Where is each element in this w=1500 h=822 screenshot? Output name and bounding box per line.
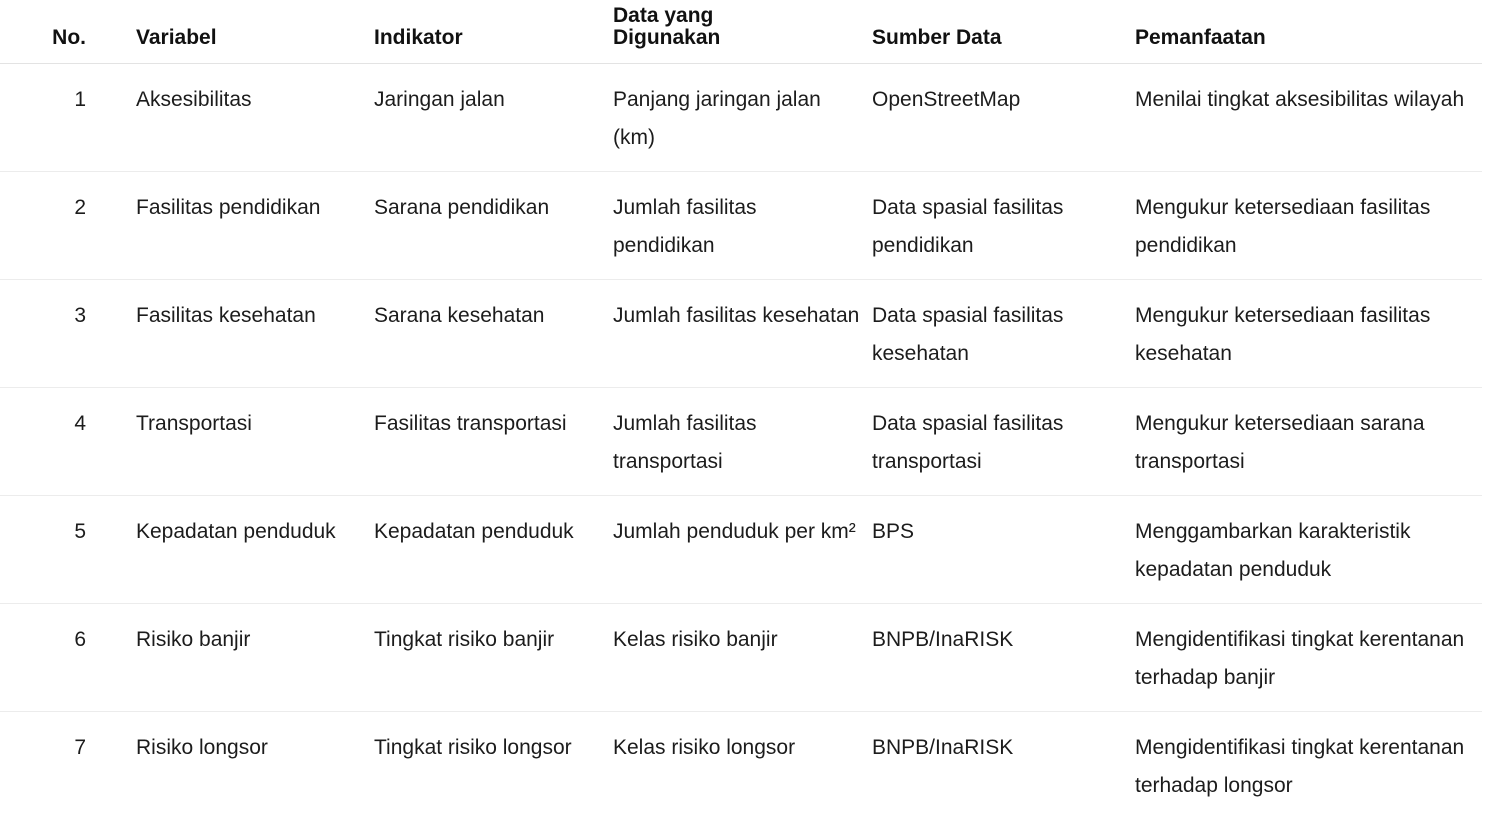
cell-sumber: BNPB/InaRISK — [872, 735, 1014, 759]
cell-no: 2 — [0, 171, 136, 279]
cell-data: Kelas risiko longsor — [613, 735, 796, 759]
header-indikator: Indikator — [374, 0, 613, 63]
table-row — [0, 63, 1482, 171]
cell-indikator: Tingkat risiko banjir — [374, 603, 613, 711]
table-row — [0, 495, 1482, 603]
cell-sumber: OpenStreetMap — [872, 63, 1135, 171]
header-data-line2: Digunakan — [613, 25, 721, 49]
cell-pemanfaatan: Menggambarkan karakteristik kepadatan penduduk — [1135, 495, 1482, 603]
table-row — [0, 603, 1482, 711]
table-header — [0, 0, 1482, 63]
cell-data: Jumlah fasilitas pendidikan — [613, 171, 872, 279]
table-row — [0, 711, 1482, 819]
cell-no: 7 — [74, 735, 86, 759]
header-variabel: Variabel — [136, 0, 374, 63]
header-pemanfaatan: Pemanfaatan — [1135, 0, 1482, 63]
cell-data: Jumlah fasilitas kesehatan — [613, 279, 872, 387]
cell-sumber: Data spasial fasilitas kesehatan — [872, 279, 1135, 387]
cell-indikator: Tingkat risiko longsor — [374, 735, 572, 759]
header-sumber: Sumber Data — [872, 0, 1135, 63]
table-row — [0, 387, 1482, 495]
cell-variabel: Kepadatan penduduk — [136, 495, 374, 603]
cell-indikator: Jaringan jalan — [374, 63, 613, 171]
cell-pemanfaatan: Mengidentifikasi tingkat kerentanan terhadap longsor — [1135, 735, 1465, 797]
cell-no: 5 — [0, 495, 136, 603]
header-data-line1: Data yang — [613, 3, 714, 27]
cell-sumber: Data spasial fasilitas transportasi — [872, 387, 1135, 495]
cell-indikator: Kepadatan penduduk — [374, 495, 613, 603]
cell-variabel: Fasilitas pendidikan — [136, 171, 374, 279]
cell-data: Kelas risiko banjir — [613, 603, 872, 711]
header-no: No. — [0, 0, 136, 63]
cell-data: Jumlah fasilitas transportasi — [613, 387, 872, 495]
cell-variabel: Risiko longsor — [136, 735, 268, 759]
cell-sumber: Data spasial fasilitas pendidikan — [872, 171, 1135, 279]
cell-variabel: Aksesibilitas — [136, 63, 374, 171]
cell-sumber: BNPB/InaRISK — [872, 603, 1135, 711]
cell-no: 3 — [0, 279, 136, 387]
cell-data: Jumlah penduduk per km² — [613, 495, 872, 603]
table-row — [0, 279, 1482, 387]
cell-no: 4 — [0, 387, 136, 495]
cell-pemanfaatan: Mengukur ketersediaan sarana transportasi — [1135, 387, 1482, 495]
cell-variabel: Fasilitas kesehatan — [136, 279, 374, 387]
cell-indikator: Sarana pendidikan — [374, 171, 613, 279]
header-data — [613, 0, 872, 63]
cell-pemanfaatan: Mengukur ketersediaan fasilitas kesehatan — [1135, 279, 1482, 387]
cell-pemanfaatan: Menilai tingkat aksesibilitas wilayah — [1135, 63, 1482, 171]
cell-variabel: Transportasi — [136, 387, 374, 495]
cell-sumber: BPS — [872, 495, 1135, 603]
header-row — [0, 0, 1482, 63]
cell-indikator: Sarana kesehatan — [374, 279, 613, 387]
table-row — [0, 171, 1482, 279]
cell-data: Panjang jaringan jalan (km) — [613, 63, 872, 171]
cell-pemanfaatan: Mengukur ketersediaan fasilitas pendidikan — [1135, 171, 1482, 279]
cell-pemanfaatan: Mengidentifikasi tingkat kerentanan terhadap banjir — [1135, 603, 1482, 711]
cell-variabel: Risiko banjir — [136, 603, 374, 711]
cell-no: 1 — [0, 63, 136, 171]
cell-indikator: Fasilitas transportasi — [374, 387, 613, 495]
cell-no: 6 — [0, 603, 136, 711]
table-body — [0, 63, 1482, 819]
